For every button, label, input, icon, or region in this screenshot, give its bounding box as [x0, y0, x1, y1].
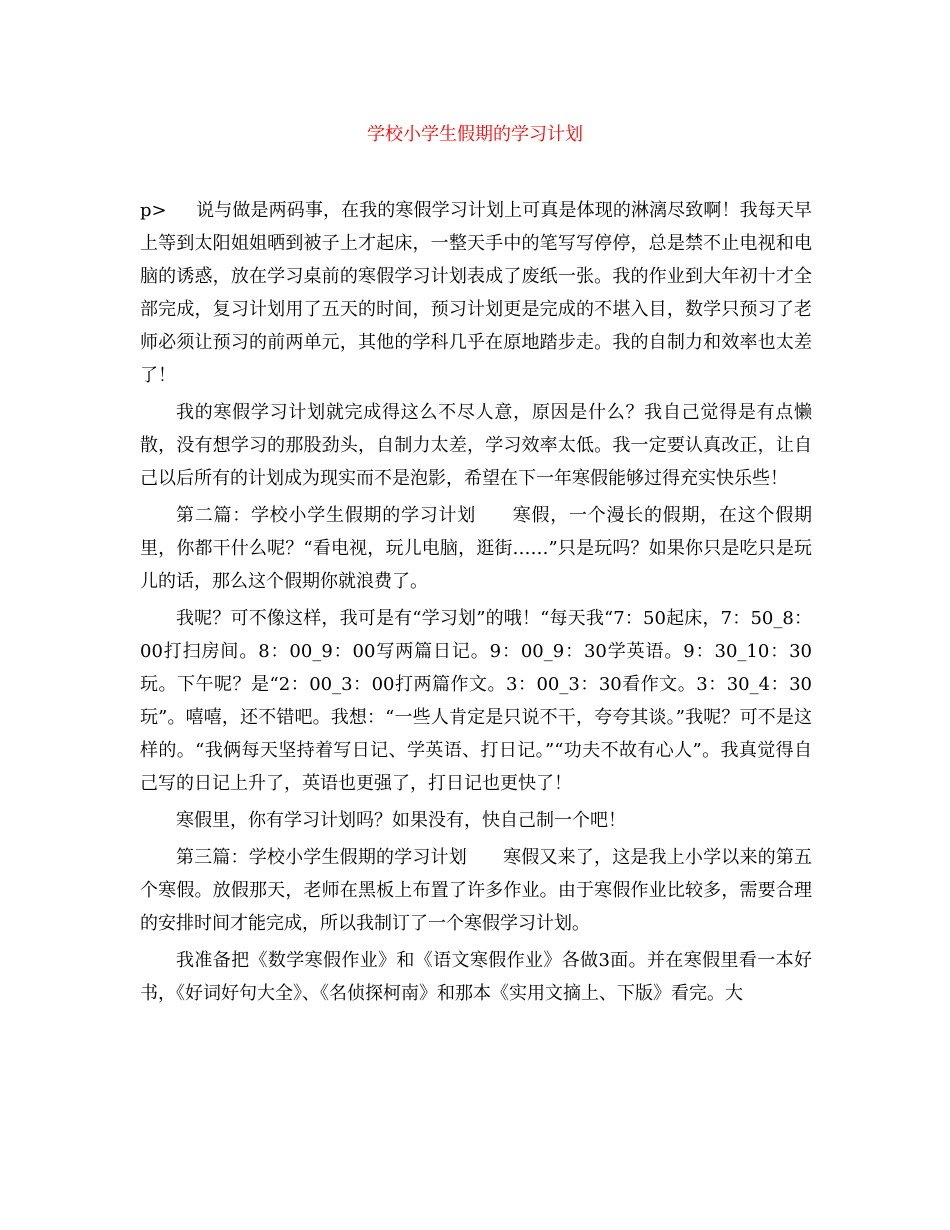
paragraph-2: 我的寒假学习计划就完成得这么不尽人意，原因是什么？我自己觉得是有点懒散，没有想学习的那股劲头，自制力太差，学习效率太低。我一定要认真改正，让自己以后所有的计划成为现实而不是泡影，希望在下一年寒假能够过得充实快乐些！ — [140, 402, 812, 489]
paragraph-4: 我呢？可不像这样，我可是有“学习划”的哦！“每天我“7：50起床，7：50_8：00打扫房间。8：00_9：00写两篇日记。9：00_9：30学英语。9：30_10：30玩。下午呢？是“2：00_3：00打两篇作文。3：00_3：30看作文。3：30_4：30玩”。嘻嘻，还不错吧。我想：“一些人肯定是只说不干，夸夸其谈。”我呢？可不是这样的。“我俩每天坚持着写日记、学英语、打日记。”“功夫不故有心人”。我真觉得自己写的日记上升了，英语也更强了，打日记也更快了！ — [140, 608, 812, 794]
section-2-heading: 第二篇：学校小学生假期的学习计划 — [176, 505, 476, 526]
intro-tag: p> — [140, 200, 167, 221]
paragraph-7: 我准备把《数学寒假作业》和《语文寒假作业》各做3面。并在寒假里看一本好书，《好词好句大全》、《名侦探柯南》和那本《实用文摘上、下版》看完。大 — [140, 950, 812, 1004]
page-title: 学校小学生假期的学习计划 — [367, 124, 583, 145]
paragraph-section-2 — [140, 499, 812, 598]
paragraph-5: 寒假里，你有学习计划吗？如果没有，快自己制一个吧！ — [176, 810, 626, 831]
paragraph-1 — [140, 194, 812, 392]
section-2-text: 寒假，一个漫长的假期，在这个假期里，你都干什么呢？“看电视，玩儿电脑，逛街……”只是玩吗？如果你只是吃只是玩儿的话，那么这个假期你就浪费了。 — [140, 505, 812, 592]
paragraph-section-3 — [140, 841, 812, 940]
document-body — [140, 194, 812, 1014]
section-3-text: 寒假又来了，这是我上小学以来的第五个寒假。放假那天，老师在黑板上布置了许多作业。由于寒假作业比较多，需要合理的安排时间才能完成，所以我制订了一个寒假学习计划。 — [140, 847, 813, 934]
section-3-heading: 第三篇：学校小学生假期的学习计划 — [176, 847, 467, 868]
paragraph-1-text: 说与做是两码事，在我的寒假学习计划上可真是体现的淋漓尽致啊！我每天早上等到太阳姐姐晒到被子上才起床，一整天手中的笔写写停停，总是禁不止电视和电脑的诱惑，放在学习桌前的寒假学习计划表成了废纸一张。我的作业到大年初十才全部完成，复习计划用了五天的时间，预习计划更是完成的不堪入目，数学只预习了老师必须让预习的前两单元，其他的学科几乎在原地踏步走。我的自制力和效率也太差了！ — [140, 200, 812, 386]
